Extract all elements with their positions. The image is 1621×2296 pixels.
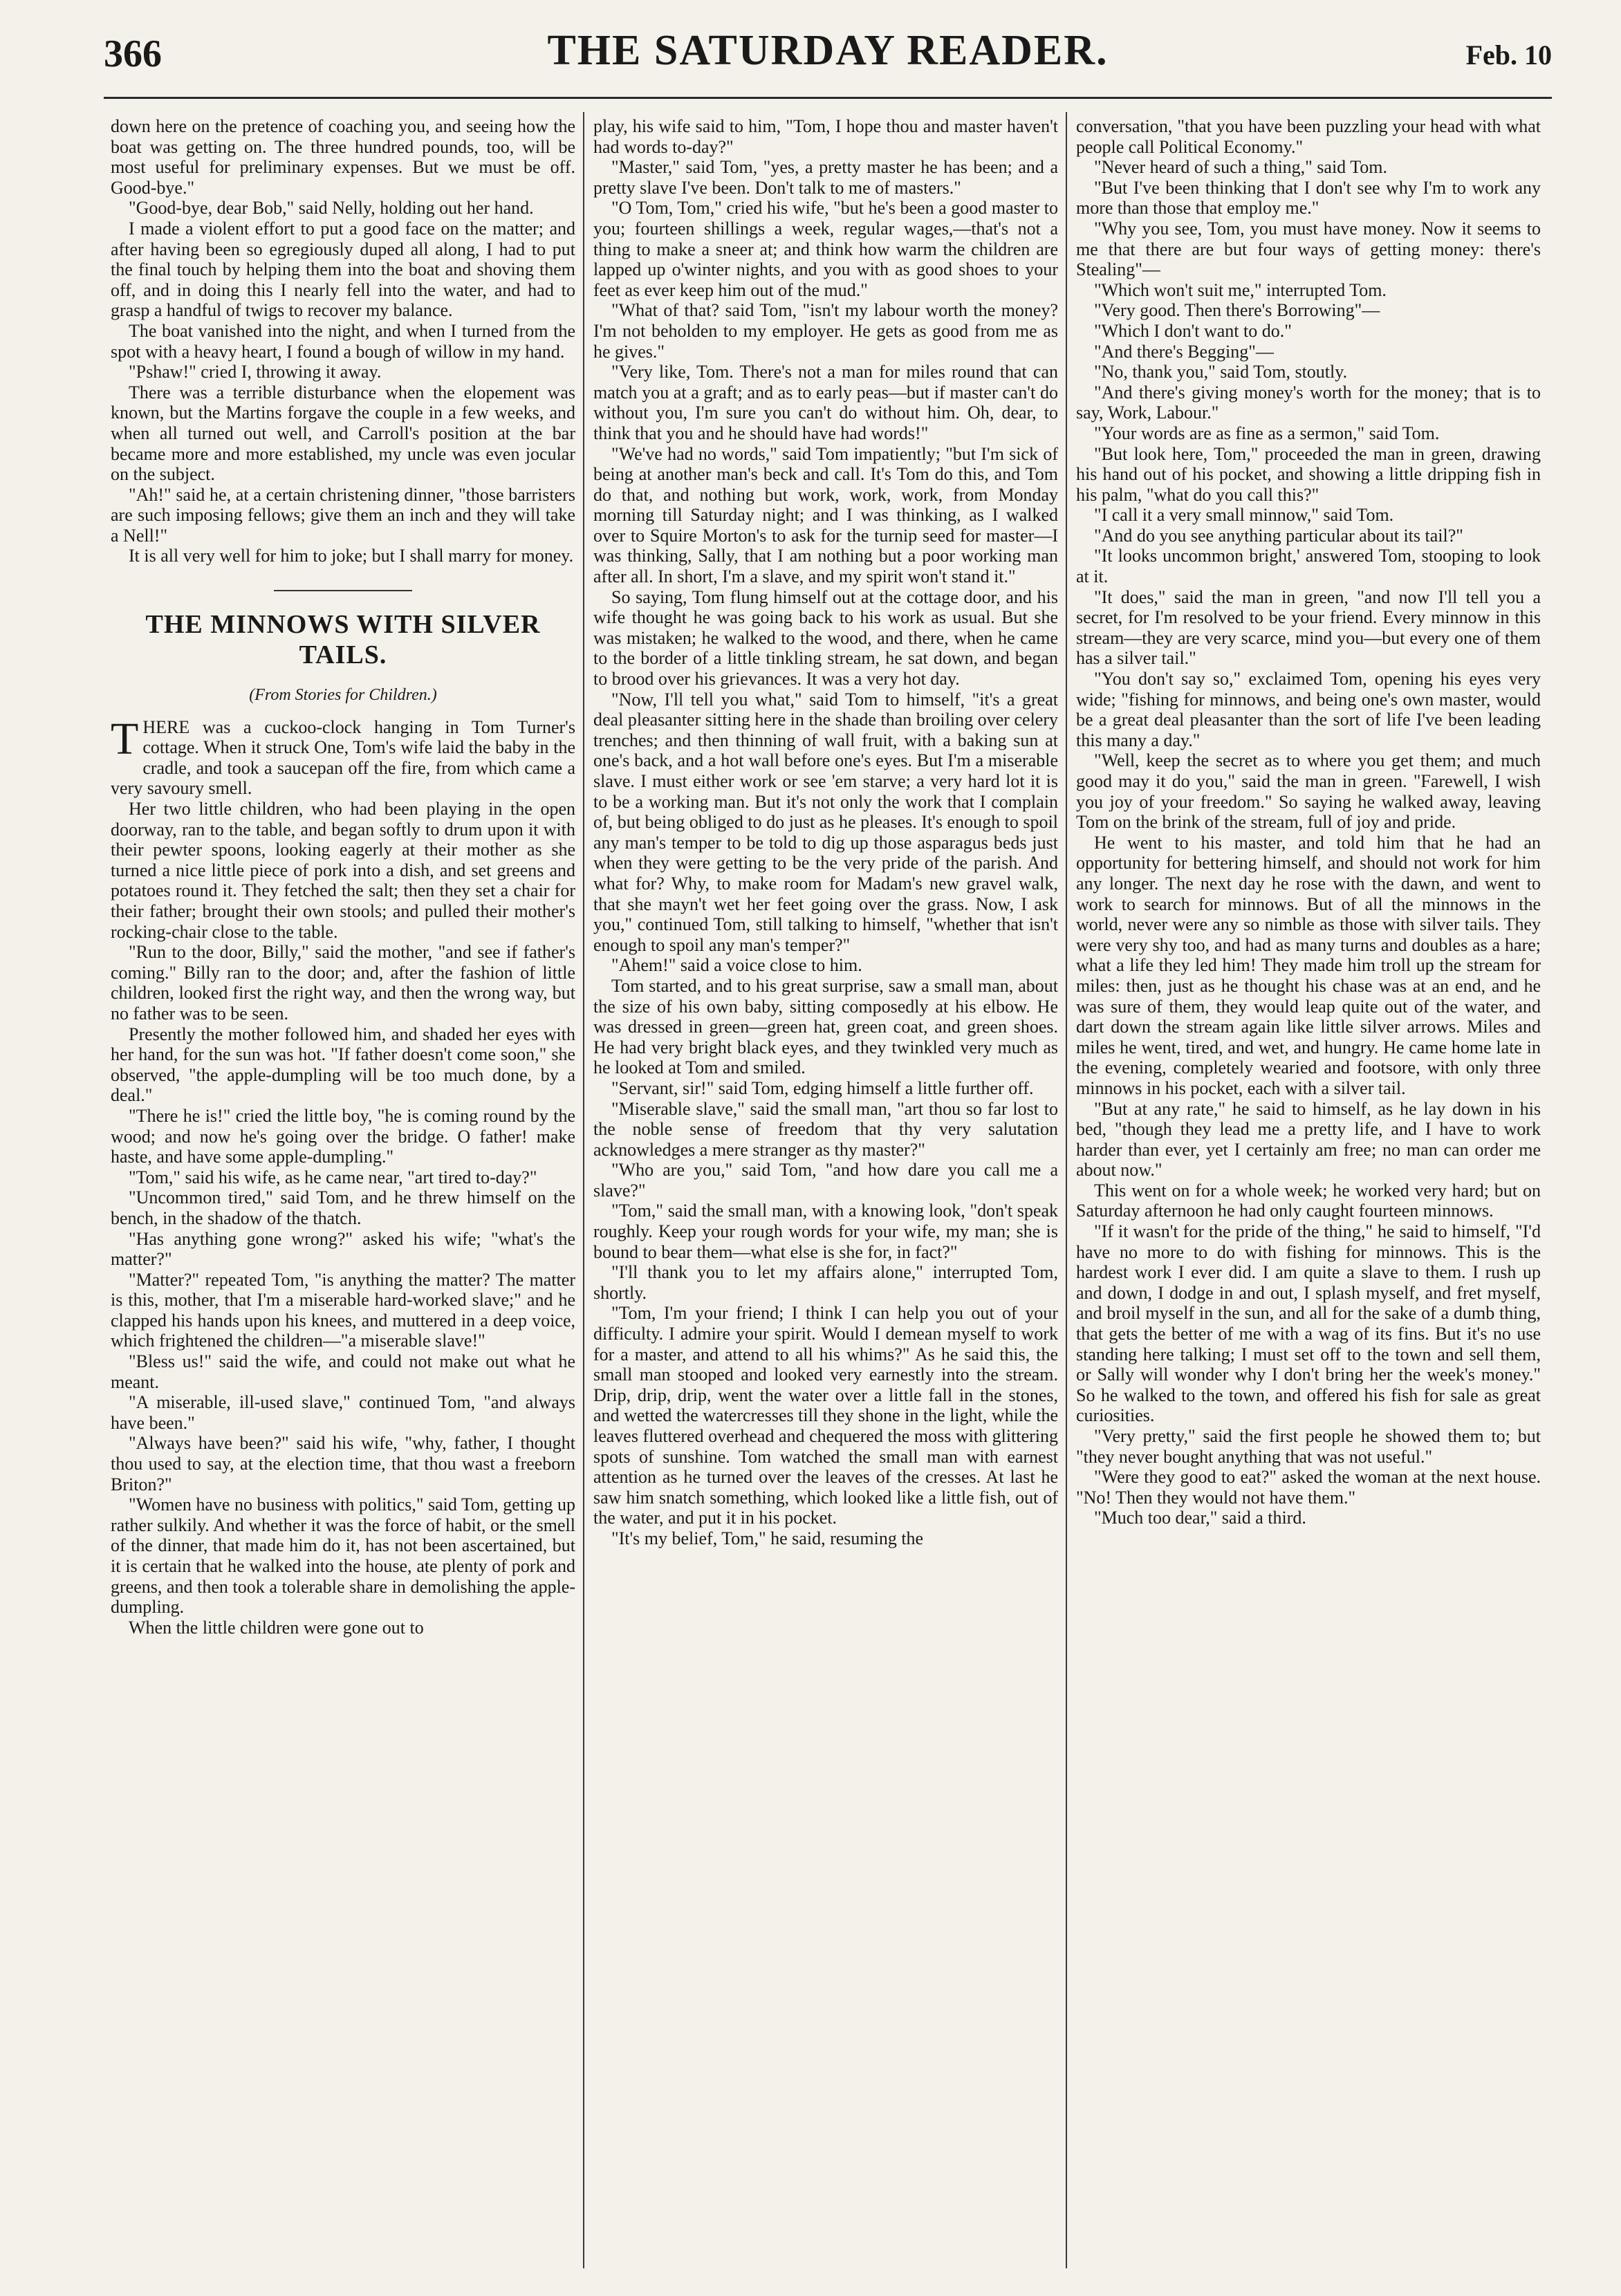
- column-3: [1076, 116, 1541, 2263]
- paragraph: "Ah!" said he, at a certain christening dinner, "those barristers are such imposing fellows; give them an inch and they will take a Nell!": [111, 484, 575, 546]
- paragraph: "Now, I'll tell you what," said Tom to himself, "it's a great deal pleasanter sitting here in the shade than broiling over celery trenches; and then thinning of wall fruit, with a baking sun at one's back, and a hot wall before one's eyes. But I'm a miserable slave. I must either work or see 'em starve; a very hard lot it is to be a working man. But it's not only the work that I complain of, but being obliged to do just as he pleases. It's enough to spoil any man's temper to be told to dig up those asparagus beds just when they were getting to be the very pride of the parish. And what for? Why, to make room for Madam's new gravel walk, that she mayn't wet her feet going over the grass. Now, I ask you," continued Tom, still talking to himself, "whether that isn't enough to spoil any man's temper?": [593, 689, 1058, 955]
- paragraph: play, his wife said to him, "Tom, I hope thou and master haven't had words to-day?": [593, 116, 1058, 157]
- paragraph: "Has anything gone wrong?" asked his wife; "what's the matter?": [111, 1228, 575, 1270]
- paragraph: "It's my belief, Tom," he said, resuming the: [611, 1528, 924, 1548]
- paragraph: Presently the mother followed him, and shaded her eyes with her hand, for the sun was hot. "If father doesn't come soon," she observed, "the apple-dumpling will be too much done, by a deal.": [111, 1024, 575, 1106]
- column-1: [111, 116, 575, 2263]
- paragraph: "What of that? said Tom, "isn't my labour worth the money? I'm not beholden to my employer. He gets as good from me as he gives.": [593, 300, 1058, 362]
- first-paragraph-text: HERE was a cuckoo-clock hanging in Tom Turner's cottage. When it struck One, Tom's wife laid the baby in the cradle, and took a saucepan off the fire, from which came a very savoury smell.: [111, 716, 575, 799]
- paragraph: "We've had no words," said Tom impatiently; "but I'm sick of being at another man's beck and call. It's Tom do this, and Tom do that, and nothing but work, work, work, from Monday morning till Saturday night; and I was thinking, as I walked over to Squire Morton's to ask for the turnip seed for master—I was thinking, Sally, that I am nothing but a poor working man after all. In short, I'm a slave, and my spirit won't stand it.": [593, 443, 1058, 587]
- paragraph: "Matter?" repeated Tom, "is anything the matter? The matter is this, mother, that I'm a miserable hard-worked slave;" and he clapped his hands upon his knees, and muttered in a deep voice, which frightened the children—"a miserable slave!": [111, 1269, 575, 1351]
- paragraph: "Miserable slave," said the small man, "art thou so far lost to the noble sense of freedom that thy very salutation acknowledges a mere stranger as thy master?": [593, 1098, 1058, 1160]
- paragraph: It is all very well for him to joke; but I shall marry for money.: [129, 546, 574, 566]
- paragraph: The boat vanished into the night, and when I turned from the spot with a heavy heart, I found a bough of willow in my hand.: [111, 320, 575, 362]
- paragraph: down here on the pretence of coaching you, and seeing how the boat was getting on. The three hundred pounds, too, will be most useful for preliminary expenses. But we must be off. Good-bye.": [111, 116, 575, 198]
- paragraph: "You don't say so," exclaimed Tom, opening his eyes very wide; "fishing for minnows, and being one's own master, would be a great deal pleasanter than the sort of life I've been leading this many a day.": [1076, 669, 1541, 750]
- paragraph: Her two little children, who had been playing in the open doorway, ran to the table, and began softly to drum upon it with their pewter spoons, looking eagerly at their mother as she turned a nice little piece of pork into a dish, and set greens and potatoes round it. They fetched the salt; then they set a chair for their father; brought their own stools; and pulled their mother's rocking-chair close to the table.: [111, 799, 575, 942]
- paragraph: "Very good. Then there's Borrowing"—: [1094, 300, 1380, 321]
- paragraph: So saying, Tom flung himself out at the cottage door, and his wife thought he was going back to his work as usual. But she was mistaken; he walked to the wood, and there, when he came to the border of a little tinkling stream, he sat down, and began to brood over his grievances. It was a very hot day.: [593, 586, 1058, 689]
- paragraph: "And there's Begging"—: [1094, 341, 1274, 362]
- issue-date: Feb. 10: [1465, 39, 1552, 71]
- paragraph: "Good-bye, dear Bob," said Nelly, holding out her hand.: [129, 198, 534, 219]
- paragraph: "Run to the door, Billy," said the mother, "and see if father's coming." Billy ran to the door; and, after the fashion of little children, looked first the right way, and then the wrong way, but no father was to be seen.: [111, 942, 575, 1024]
- paragraph: I made a violent effort to put a good face on the matter; and after having been so egregiously duped all along, I had to put the final touch by helping them into the boat and shoving them off, and in doing this I nearly fell into the water, and had to grasp a handful of twigs to recover my balance.: [111, 218, 575, 321]
- paragraph: "Well, keep the secret as to where you get them; and much good may it do you," said the man in green. "Farewell, I wish you joy of your freedom." So saying he walked away, leaving Tom on the brink of the stream, full of joy and pride.: [1076, 750, 1541, 833]
- paragraph: "Were they good to eat?" asked the woman at the next house. "No! Then they would not have them.": [1076, 1467, 1541, 1508]
- paragraph: "Which won't suit me," interrupted Tom.: [1094, 279, 1387, 300]
- paragraph: "And there's giving money's worth for the money; that is to say, Work, Labour.": [1076, 382, 1541, 423]
- paragraph: "Your words are as fine as a sermon," said Tom.: [1094, 423, 1440, 443]
- paragraph: "Tom," said his wife, as he came near, "art tired to-day?": [129, 1167, 537, 1187]
- page-header: [104, 26, 1552, 89]
- paragraph: Tom started, and to his great surprise, saw a small man, about the size of his own baby, sitting composedly at his elbow. He was dressed in green—green hat, green coat, and green shoes. He had very bright black eyes, and they twinkled very much as he looked at Tom and smiled.: [593, 975, 1058, 1078]
- paragraph: "Which I don't want to do.": [1094, 320, 1292, 341]
- paragraph: "But I've been thinking that I don't see why I'm to work any more than those that employ me.": [1076, 177, 1541, 219]
- paragraph: "Bless us!" said the wife, and could not make out what he meant.: [111, 1351, 575, 1392]
- paragraph: conversation, "that you have been puzzling your head with what people call Political Economy.": [1076, 116, 1541, 157]
- section-divider: [274, 590, 412, 591]
- paragraph: "Master," said Tom, "yes, a pretty master he has been; and a pretty slave I've been. Don't talk to me of masters.": [593, 157, 1058, 198]
- paragraph: "Women have no business with politics," said Tom, getting up rather sulkily. And whether it was the force of habit, or the smell of the dinner, that made him do it, has not been ascertained, but it is certain that he walked into the house, ate plenty of pork and greens, and then took a tolerable share in demolishing the apple-dumpling.: [111, 1494, 575, 1618]
- paragraph: This went on for a whole week; he worked very hard; but on Saturday afternoon he had only caught fourteen minnows.: [1076, 1180, 1541, 1221]
- header-rule: [104, 97, 1552, 99]
- story-title: THE MINNOWS WITH SILVER TAILS.: [145, 610, 541, 670]
- paragraph: "Servant, sir!" said Tom, edging himself a little further off.: [611, 1077, 1034, 1098]
- paragraph: When the little children were gone out to: [129, 1617, 424, 1638]
- paragraph: "There he is!" cried the little boy, "he is coming round by the wood; and now he's going over the bridge. O father! make haste, and have some apple-dumpling.": [111, 1105, 575, 1167]
- paragraph: "It does," said the man in green, "and now I'll tell you a secret, for I'm resolved to be your friend. Every minnow in this stream—they are very scarce, mind you—but every one of them has a silver tail.": [1076, 586, 1541, 669]
- paragraph: "Always have been?" said his wife, "why, father, I thought thou used to say, at the election time, that thou wast a freeborn Briton?": [111, 1433, 575, 1494]
- paragraph: He went to his master, and told him that he had an opportunity for bettering himself, and should not work for him any longer. The next day he rose with the dawn, and went to work to search for minnows. But of all the minnows in the world, never were any so nimble as those with silver tails. They were very shy too, and had as many turns and doubles as a hare; what a life they led him! They made him troll up the stream for miles: then, just as he thought his chase was at an end, and he was sure of them, they would leap quite out of the water, and dart down the stream again like little silver arrows. Miles and miles he went, tired, and wet, and hungry. He came home late in the evening, completely wearied and footsore, with only three minnows in his pocket, each with a silver tail.: [1076, 832, 1541, 1098]
- paragraph: "If it wasn't for the pride of the thing," he said to himself, "I'd have no more to do with fishing for minnows. This is the hardest work I ever did. I am quite a slave to them. I rush up and down, I dodge in and out, I splash myself, and fret myself, and broil myself in the sun, and all for the sake of a dumb thing, that gets the better of me with a wag of its fins. But it's no use standing here talking; I must set off to the town and sell them, or Sally will wonder why I don't bring her the week's money." So he walked to the town, and offered his fish for sale as great curiosities.: [1076, 1221, 1541, 1426]
- paragraph: "Much too dear," said a third.: [1094, 1508, 1306, 1528]
- paragraph: "Tom," said the small man, with a knowing look, "don't speak roughly. Keep your rough words for your wife, my man; she is bound to bear them—what else is she for, in fact?": [593, 1201, 1058, 1262]
- paragraph: "A miserable, ill-used slave," continued Tom, "and always have been.": [111, 1392, 575, 1433]
- paragraph: "But at any rate," he said to himself, as he lay down in his bed, "though they lead me a pretty life, and I have to work harder than ever, yet I certainly am free; no man can order me about now.": [1076, 1098, 1541, 1181]
- paragraph: "But look here, Tom," proceeded the man in green, drawing his hand out of his pocket, and showing a little dripping fish in his palm, "what do you call this?": [1076, 443, 1541, 505]
- column-divider: [1066, 112, 1067, 2268]
- paragraph: "And do you see anything particular about its tail?": [1094, 525, 1463, 546]
- paragraph: "Ahem!" said a voice close to him.: [611, 955, 862, 976]
- page-number: 366: [104, 33, 162, 75]
- paragraph: "Tom, I'm your friend; I think I can help you out of your difficulty. I admire your spirit. Would I demean myself to work for a master, and attend to all his whims?" As he said this, the small man stooped and looked very earnestly into the stream. Drip, drip, drip, went the water over a little fall in the stones, and wetted the watercresses till they shone in the light, while the leaves fluttered overhead and chequered the moss with glittering spots of sunshine. Tom watched the small man with earnest attention as he turned over the leaves of the cresses. At last he saw him snatch something, which looked like a little fish, out of the water, and put it in his pocket.: [593, 1303, 1058, 1528]
- story-source: (From Stories for Children.): [249, 686, 437, 705]
- paragraph: "Who are you," said Tom, "and how dare you call me a slave?": [593, 1160, 1058, 1201]
- paragraph: "Very pretty," said the first people he showed them to; but "they never bought anything that was not useful.": [1076, 1426, 1541, 1467]
- story-first-paragraph: [111, 713, 575, 799]
- paragraph: "Pshaw!" cried I, throwing it away.: [129, 362, 382, 382]
- column-2: [593, 116, 1058, 2263]
- paragraph: "It looks uncommon bright,' answered Tom, stooping to look at it.: [1076, 546, 1541, 587]
- paragraph: "O Tom, Tom," cried his wife, "but he's been a good master to you; fourteen shillings a week, regular wages,—that's not a thing to make a sneer at; and think how warm the children are lapped up o'winter nights, and you with as good shoes to your feet as ever keep him out of the mud.": [593, 198, 1058, 300]
- paragraph: "Never heard of such a thing," said Tom.: [1094, 157, 1387, 178]
- paragraph: "No, thank you," said Tom, stoutly.: [1094, 362, 1348, 382]
- paragraph: "Uncommon tired," said Tom, and he threw himself on the bench, in the shadow of the thatch.: [111, 1187, 575, 1228]
- paragraph: "I call it a very small minnow," said Tom.: [1094, 505, 1394, 526]
- paragraph: There was a terrible disturbance when the elopement was known, but the Martins forgave the couple in a few weeks, and when all turned out well, and Carroll's position at the bar became more and more established, my uncle was even jocular on the subject.: [111, 382, 575, 485]
- paragraph: "Why you see, Tom, you must have money. Now it seems to me that there are but four ways of getting money: there's Stealing"—: [1076, 218, 1541, 280]
- masthead-title: THE SATURDAY READER.: [547, 27, 1109, 74]
- paragraph: "Very like, Tom. There's not a man for miles round that can match you at a graft; and as to early peas—but if master can't do without you, I'm sure you can't do without him. Oh, dear, to think that you and he should have had words!": [593, 362, 1058, 443]
- paragraph: "I'll thank you to let my affairs alone," interrupted Tom, shortly.: [593, 1262, 1058, 1303]
- column-divider: [583, 112, 584, 2268]
- drop-cap: T: [111, 713, 139, 764]
